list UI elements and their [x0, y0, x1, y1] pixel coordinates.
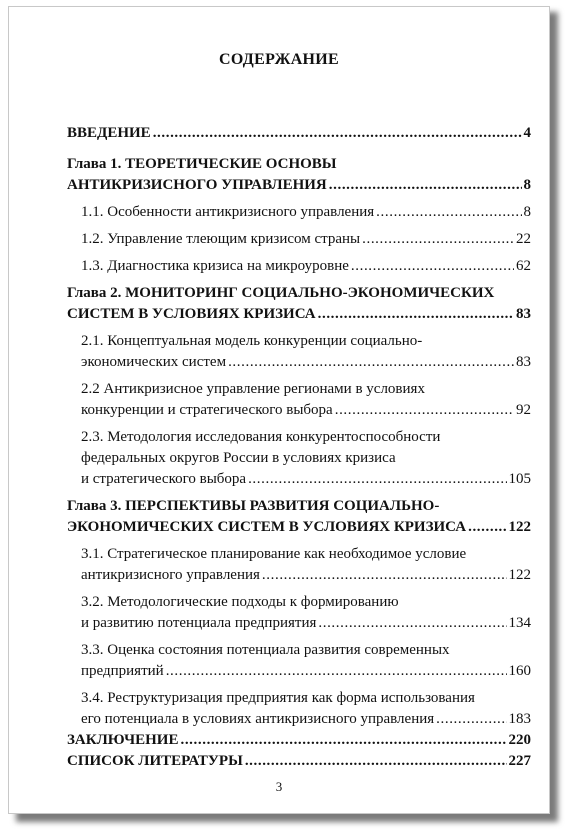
toc-entry-text: 3.2. Методологические подходы к формированию: [81, 594, 399, 610]
dot-leader: [318, 304, 514, 325]
toc-line: [67, 123, 531, 144]
toc-page-number: 220: [508, 732, 531, 748]
page-title: СОДЕРЖАНИЕ: [218, 51, 340, 68]
toc-entry-text: АНТИКРИЗИСНОГО УПРАВЛЕНИЯ: [67, 177, 327, 193]
toc-page-number: 92: [516, 402, 531, 418]
page-number: 3: [275, 779, 283, 794]
toc-entry-text: конкуренции и стратегического выбора: [81, 402, 333, 418]
toc-page-number: 122: [508, 567, 531, 583]
toc-line: [81, 352, 531, 373]
dot-leader: [335, 400, 514, 421]
toc-entry-text: и развитию потенциала предприятия: [81, 615, 317, 631]
toc-entry-text: 2.3. Методология исследования конкурентоспособности: [81, 429, 441, 445]
toc-entry-text: антикризисного управления: [81, 567, 260, 583]
toc-line: [81, 229, 531, 250]
table-of-contents: [67, 123, 531, 772]
toc-line: [81, 400, 531, 421]
toc-entry-text: предприятий: [81, 663, 164, 679]
toc-line: [81, 256, 531, 277]
toc-entry-section-1-1[interactable]: [67, 202, 531, 223]
toc-line: [81, 202, 531, 223]
toc-entry-text: 3.3. Оценка состояния потенциала развития современных: [81, 642, 450, 658]
toc-line: [81, 469, 531, 490]
toc-line: [67, 175, 531, 196]
toc-entry-section-3-1[interactable]: [67, 544, 531, 586]
dot-leader: [153, 123, 522, 144]
toc-entry-section-2-2[interactable]: [67, 379, 531, 421]
toc-line: [81, 661, 531, 682]
toc-line: [81, 613, 531, 634]
toc-entry-text: СИСТЕМ В УСЛОВИЯХ КРИЗИСА: [67, 306, 316, 322]
dot-leader: [362, 229, 514, 250]
toc-line: [67, 730, 531, 751]
toc-entry-section-2-3[interactable]: [67, 427, 531, 490]
toc-entry-text: 3.4. Реструктуризация предприятия как форма использования: [81, 690, 475, 706]
toc-entry-text: 2.2 Антикризисное управление регионами в условиях: [81, 381, 425, 397]
toc-entry-text: ЭКОНОМИЧЕСКИХ СИСТЕМ В УСЛОВИЯХ КРИЗИСА: [67, 519, 467, 535]
toc-entry-conclusion[interactable]: [67, 730, 531, 751]
toc-line: [67, 304, 531, 325]
dot-leader: [376, 202, 521, 223]
toc-entry-section-3-3[interactable]: [67, 640, 531, 682]
toc-entry-text: Глава 2. МОНИТОРИНГ СОЦИАЛЬНО-ЭКОНОМИЧЕСКИХ: [67, 285, 495, 301]
toc-entry-text: федеральных округов России в условиях кризиса: [81, 450, 396, 466]
toc-entry-introduction[interactable]: [67, 123, 531, 144]
dot-leader: [329, 175, 522, 196]
toc-entry-text: 1.1. Особенности антикризисного управления: [81, 204, 375, 220]
toc-page-number: 227: [508, 753, 531, 769]
toc-line: [81, 709, 531, 730]
dot-leader: [245, 751, 507, 772]
toc-entry-text: и стратегического выбора: [81, 471, 247, 487]
dot-leader: [166, 661, 507, 682]
toc-entry-text: 1.2. Управление тлеющим кризисом страны: [81, 231, 361, 247]
dot-leader: [248, 469, 506, 490]
toc-entry-text: ЗАКЛЮЧЕНИЕ: [67, 732, 179, 748]
toc-entry-text: ВВЕДЕНИЕ: [67, 125, 151, 141]
toc-line: [81, 565, 531, 586]
toc-page-number: 83: [516, 306, 531, 322]
toc-entry-bibliography[interactable]: [67, 751, 531, 772]
toc-page-number: 160: [508, 663, 531, 679]
toc-entry-chapter-1[interactable]: [67, 154, 531, 196]
toc-page-number: 83: [516, 354, 531, 370]
toc-entry-section-3-4[interactable]: [67, 688, 531, 730]
toc-page-number: 134: [508, 615, 531, 631]
dot-leader: [468, 517, 506, 538]
dot-leader: [436, 709, 506, 730]
toc-entry-text: Глава 1. ТЕОРЕТИЧЕСКИЕ ОСНОВЫ: [67, 156, 337, 172]
toc-page-number: 8: [523, 204, 531, 220]
toc-entry-section-3-2[interactable]: [67, 592, 531, 634]
toc-entry-chapter-2[interactable]: [67, 283, 531, 325]
toc-page-number: 62: [516, 258, 531, 274]
toc-line: [67, 751, 531, 772]
toc-page-number: 122: [508, 519, 531, 535]
dot-leader: [318, 613, 506, 634]
toc-page-number: 105: [508, 471, 531, 487]
toc-entry-text: его потенциала в условиях антикризисного управления: [81, 711, 435, 727]
toc-entry-text: Глава 3. ПЕРСПЕКТИВЫ РАЗВИТИЯ СОЦИАЛЬНО-: [67, 498, 440, 514]
toc-entry-chapter-3[interactable]: [67, 496, 531, 538]
toc-entry-text: 1.3. Диагностика кризиса на микроуровне: [81, 258, 349, 274]
dot-leader: [351, 256, 514, 277]
toc-entry-section-2-1[interactable]: [67, 331, 531, 373]
toc-entry-text: экономических систем: [81, 354, 227, 370]
toc-entry-section-1-3[interactable]: [67, 256, 531, 277]
toc-page-number: 22: [516, 231, 531, 247]
toc-page-number: 183: [508, 711, 531, 727]
toc-entry-text: СПИСОК ЛИТЕРАТУРЫ: [67, 753, 243, 769]
toc-page-number: 4: [523, 125, 531, 141]
dot-leader: [180, 730, 506, 751]
toc-entry-section-1-2[interactable]: [67, 229, 531, 250]
toc-entry-text: 3.1. Стратегическое планирование как необходимое условие: [81, 546, 467, 562]
toc-line: [67, 517, 531, 538]
dot-leader: [262, 565, 507, 586]
document-page: [8, 6, 550, 814]
toc-entry-text: 2.1. Концептуальная модель конкуренции социально-: [81, 333, 423, 349]
dot-leader: [228, 352, 514, 373]
toc-page-number: 8: [523, 177, 531, 193]
